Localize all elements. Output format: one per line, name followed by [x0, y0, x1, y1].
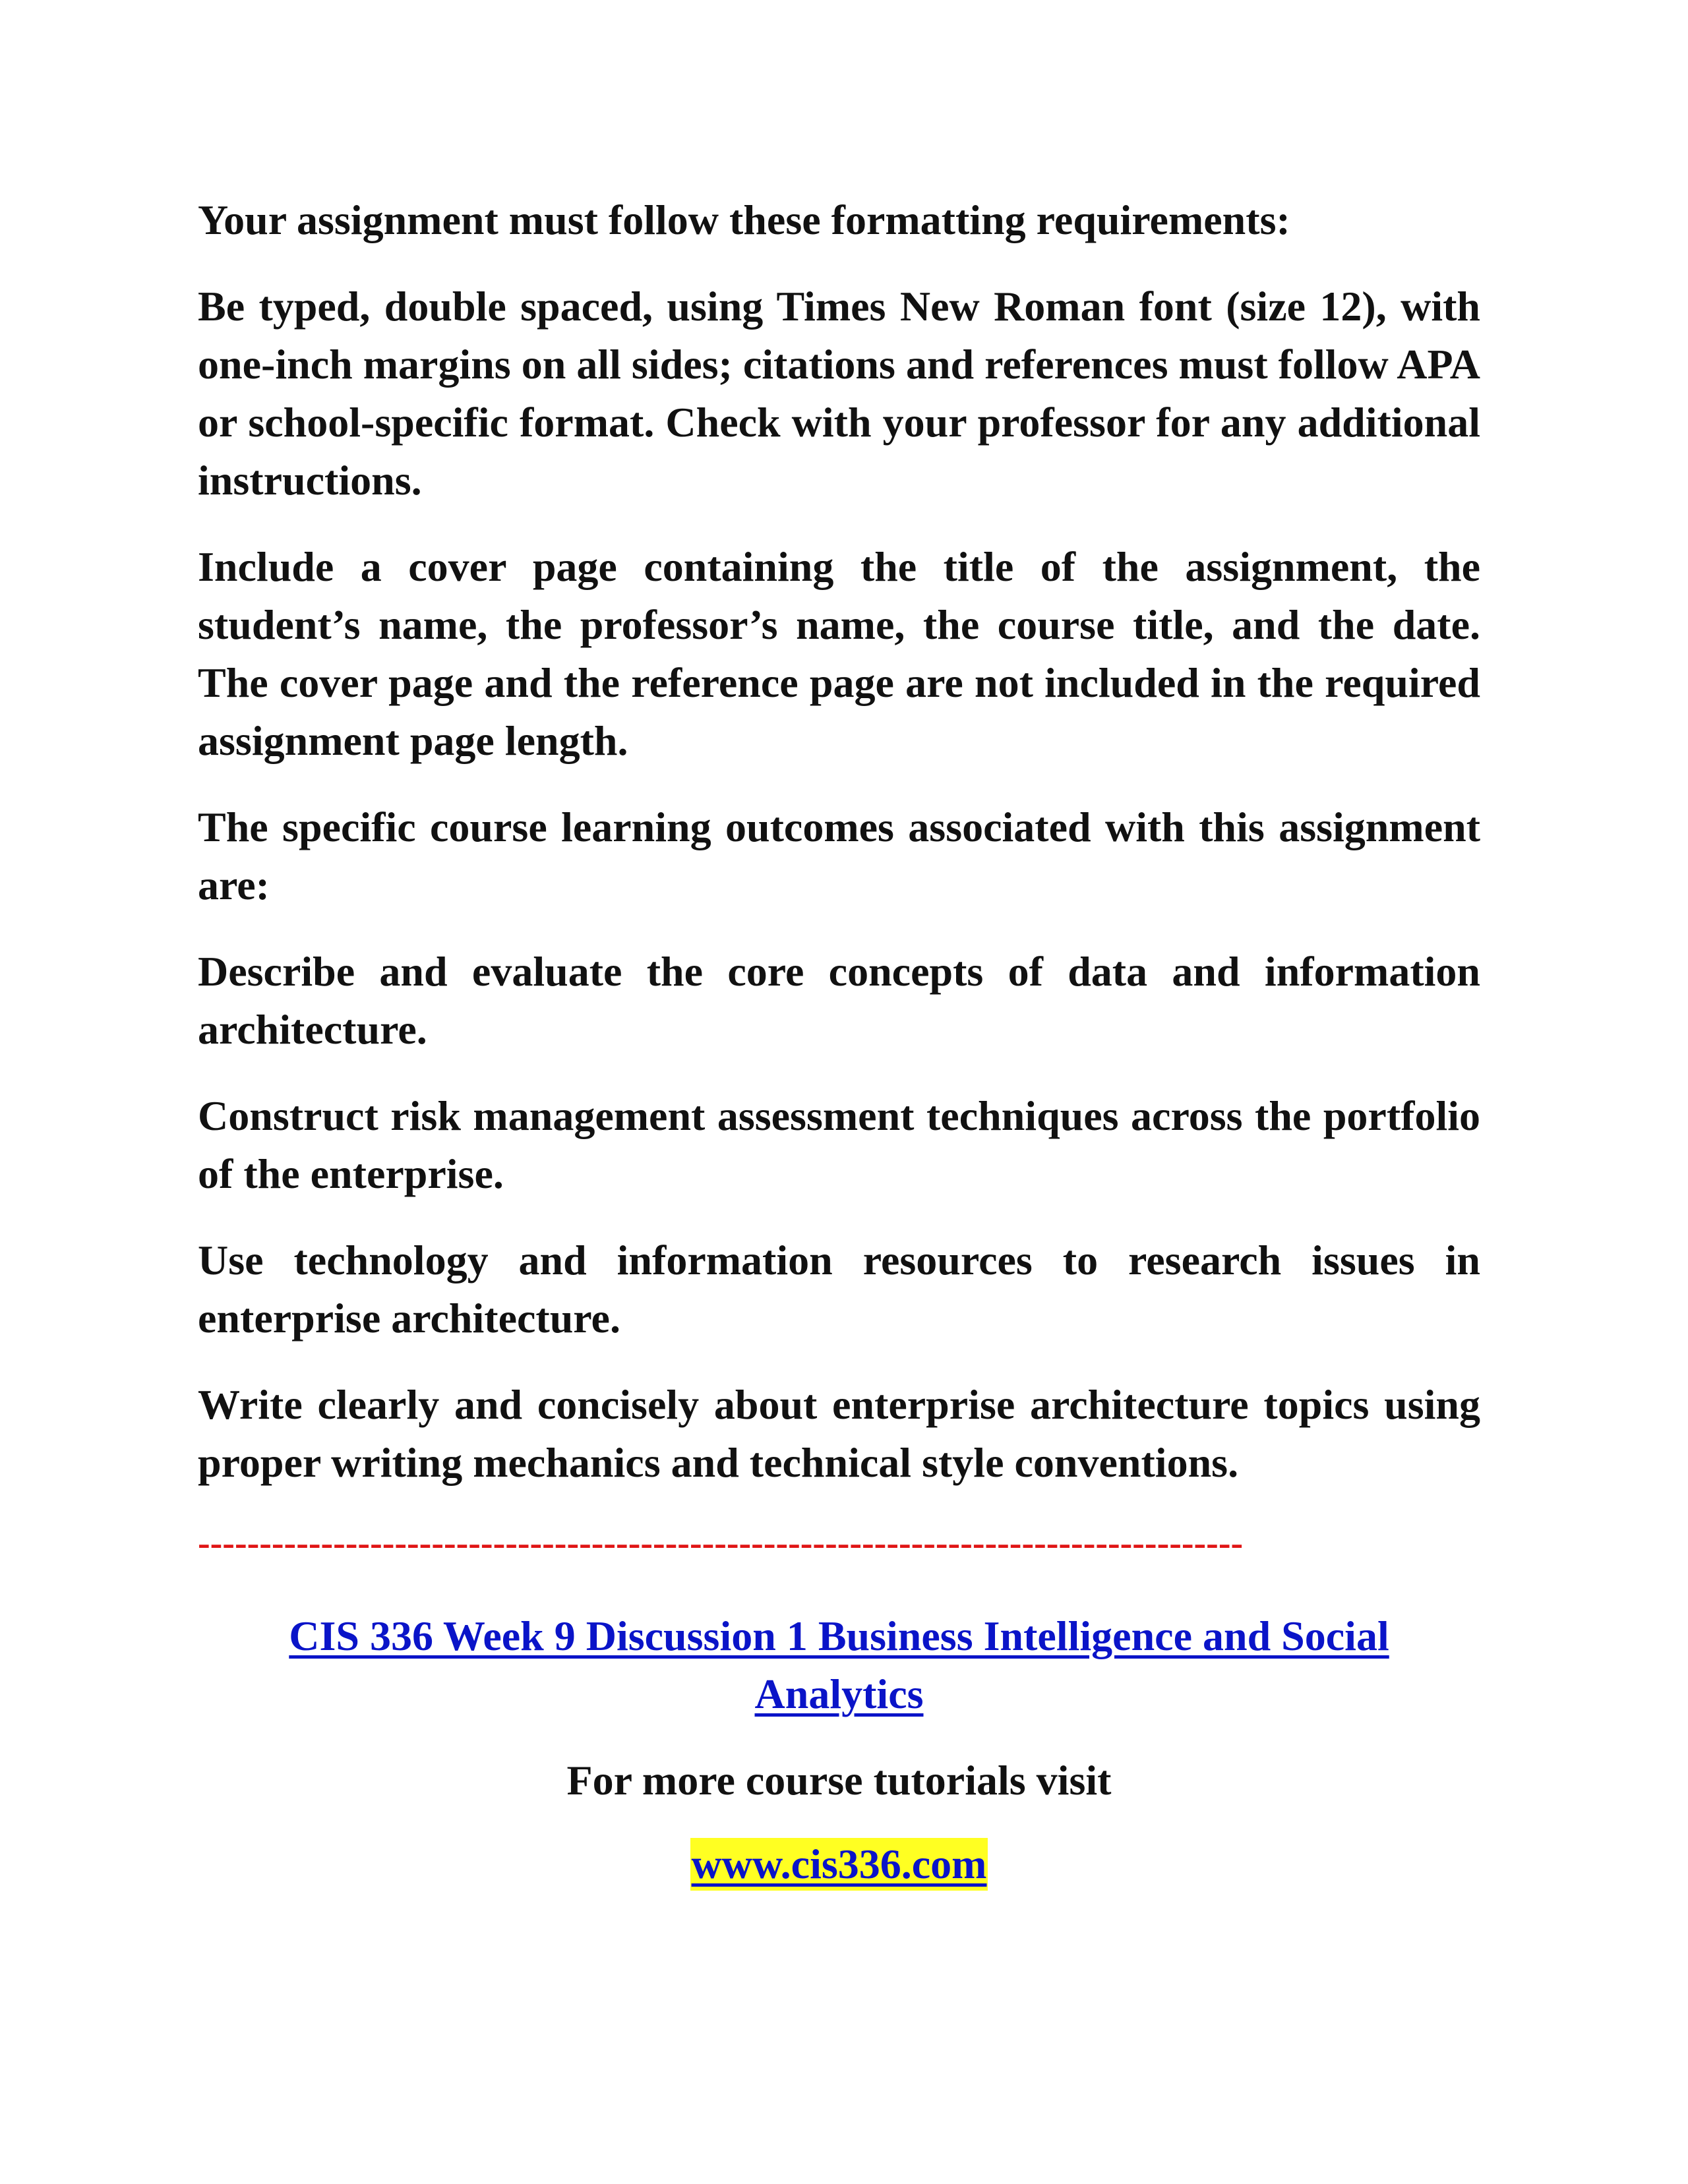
- course-title-link[interactable]: CIS 336 Week 9 Discussion 1 Business Intelligence and Social Analytics: [289, 1612, 1389, 1717]
- website-link[interactable]: www.cis336.com: [690, 1838, 988, 1891]
- learning-outcome-item: Construct risk management assessment techniques across the portfolio of the enterprise.: [198, 1092, 1480, 1197]
- cover-page-paragraph: Include a cover page containing the title of the assignment, the student’s name, the professor’s name, the course title, and the date. The cover page and the reference page are not included in the required assignment page length.: [198, 543, 1480, 764]
- dashed-divider: -------------------------------------------------------------------------------------: [198, 1523, 1244, 1564]
- formatting-paragraph: Be typed, double spaced, using Times New Roman font (size 12), with one-inch margins on all sides; citations and references must follow APA or school-specific format. Check with your professor for any additional instructions.: [198, 283, 1480, 504]
- learning-outcome-item: Write clearly and concisely about enterprise architecture topics using proper writing mechanics and technical style conventions.: [198, 1381, 1480, 1486]
- learning-outcomes-intro: The specific course learning outcomes associated with this assignment are:: [198, 804, 1480, 908]
- learning-outcome-item: Describe and evaluate the core concepts of data and information architecture.: [198, 948, 1480, 1053]
- footer-links: [198, 1607, 1480, 1891]
- formatting-requirements-heading: Your assignment must follow these formatting requirements:: [198, 196, 1290, 243]
- more-tutorials-text: For more course tutorials visit: [566, 1757, 1112, 1804]
- learning-outcome-item: Use technology and information resources to research issues in enterprise architecture.: [198, 1237, 1480, 1342]
- document-body: [198, 191, 1480, 1891]
- site-link-wrapper: [198, 1838, 1480, 1891]
